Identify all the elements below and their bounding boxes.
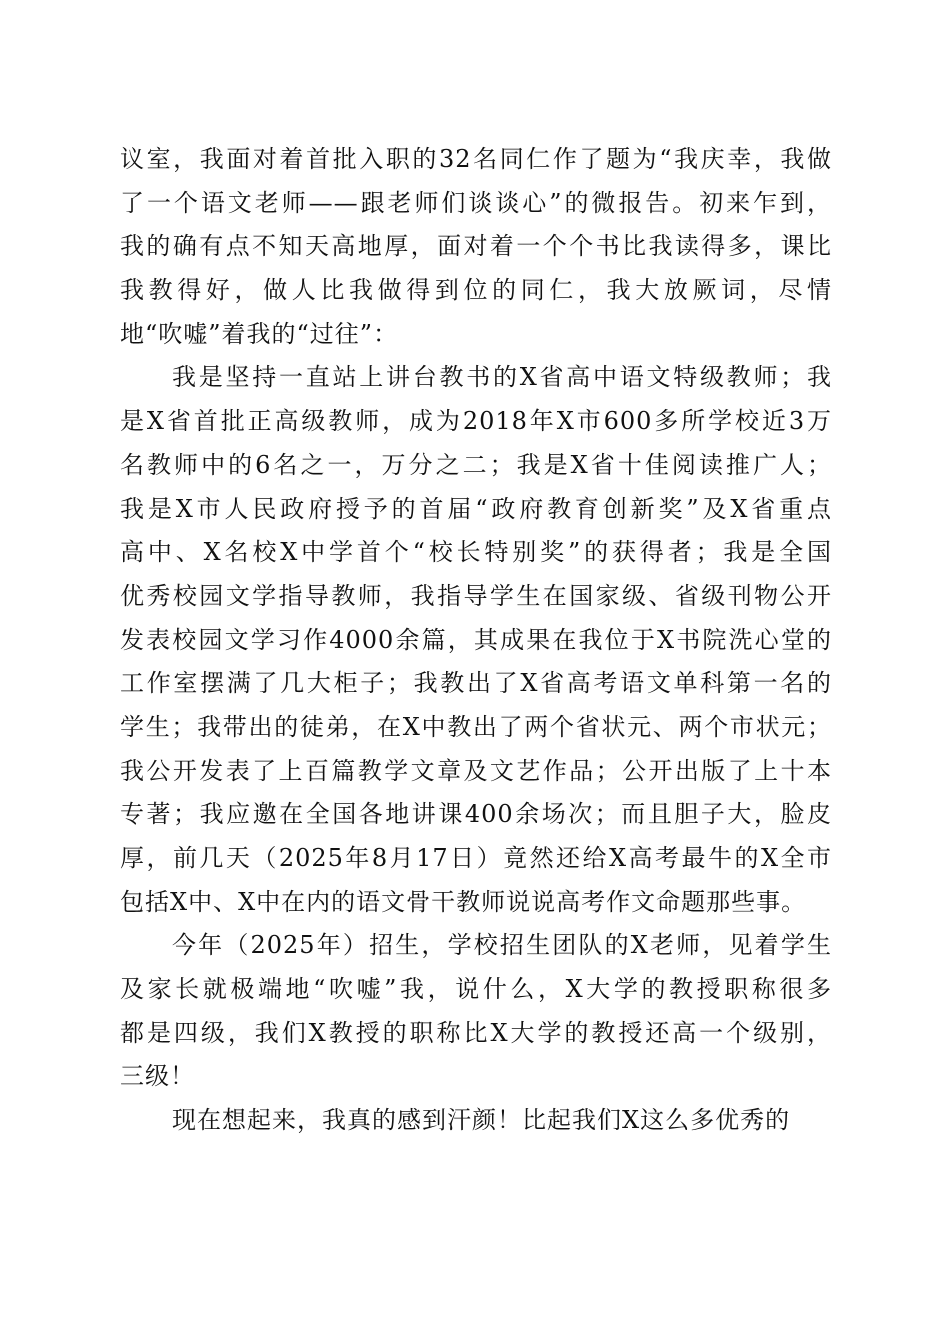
text-line: 厚，前几天（2025年8月17日）竟然还给X高考最牛的X全市 xyxy=(120,844,832,872)
text-line: 现在想起来，我真的感到汗颜！比起我们X这么多优秀的 xyxy=(172,1106,791,1135)
text-line: 三级！ xyxy=(120,1062,195,1091)
paragraph-4 xyxy=(120,1099,832,1143)
document-body xyxy=(120,138,832,1143)
text-line: 我是坚持一直站上讲台教书的X省高中语文特级教师；我 xyxy=(172,363,832,392)
text-line: 议室，我面对着首批入职的32名同仁作了题为“我庆幸，我做 xyxy=(120,145,832,173)
text-line: 学生；我带出的徒弟，在X中教出了两个省状元、两个市状元； xyxy=(120,712,832,741)
text-line: 高中、X名校X中学首个“校长特别奖”的获得者；我是全国 xyxy=(120,538,832,567)
paragraph-3 xyxy=(120,924,832,1099)
text-line: 今年（2025年）招生，学校招生团队的X老师，见着学生 xyxy=(172,931,832,960)
text-line: 了一个语文老师——跟老师们谈谈心”的微报告。初来乍到， xyxy=(120,188,832,217)
text-line: 我教得好，做人比我做得到位的同仁，我大放厥词，尽情 xyxy=(120,276,832,305)
text-line: 包括X中、X中在内的语文骨干教师说说高考作文命题那些事。 xyxy=(120,887,807,916)
text-line: 我的确有点不知天高地厚，面对着一个个书比我读得多，课比 xyxy=(120,232,832,261)
text-line: 我公开发表了上百篇教学文章及文艺作品；公开出版了上十本 xyxy=(120,756,832,785)
text-line: 是X省首批正高级教师，成为2018年X市600多所学校近3万 xyxy=(120,407,832,436)
text-line: 发表校园文学习作4000余篇，其成果在我位于X书院洗心堂的 xyxy=(120,625,832,654)
text-line: 优秀校园文学指导教师，我指导学生在国家级、省级刊物公开 xyxy=(120,581,832,610)
paragraph-1 xyxy=(120,138,832,356)
text-line: 及家长就极端地“吹嘘”我，说什么，X大学的教授职称很多 xyxy=(120,975,832,1004)
text-line: 名教师中的6名之一，万分之二；我是X省十佳阅读推广人； xyxy=(120,450,832,479)
paragraph-2 xyxy=(120,356,832,924)
text-line: 专著；我应邀在全国各地讲课400余场次；而且胆子大，脸皮 xyxy=(120,800,832,829)
text-line: 地“吹嘘”着我的“过往”： xyxy=(120,319,399,348)
text-line: 都是四级，我们X教授的职称比X大学的教授还高一个级别， xyxy=(120,1018,832,1047)
text-line: 我是X市人民政府授予的首届“政府教育创新奖”及X省重点 xyxy=(120,494,832,523)
text-line: 工作室摆满了几大柜子；我教出了X省高考语文单科第一名的 xyxy=(120,669,832,698)
